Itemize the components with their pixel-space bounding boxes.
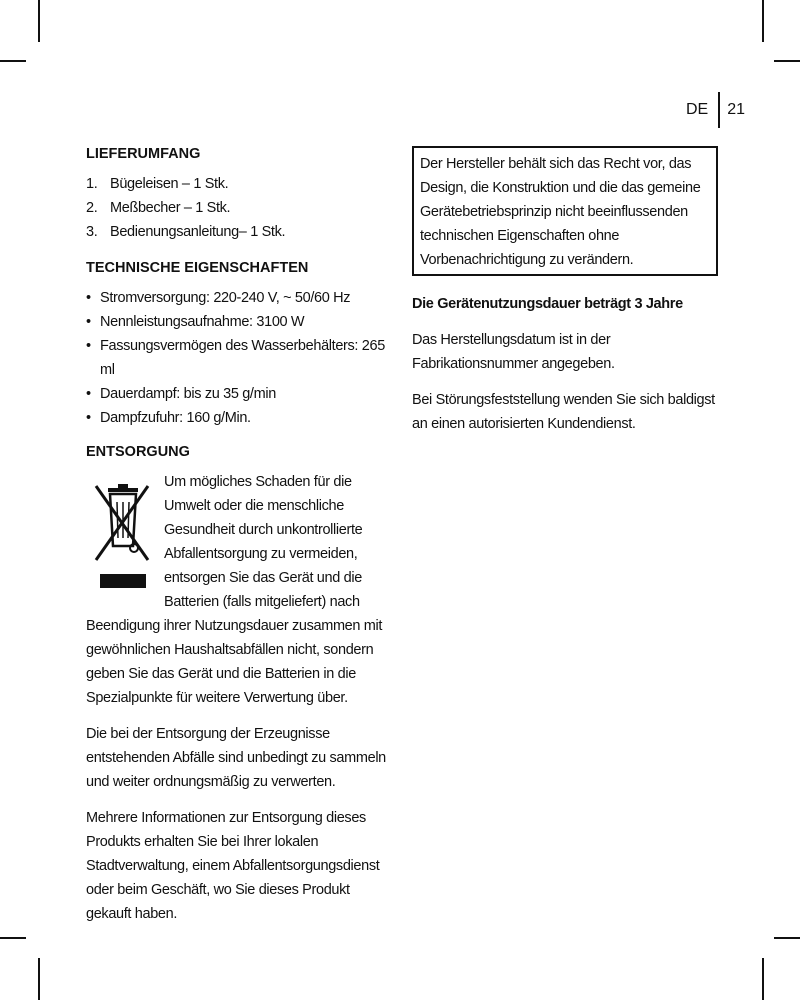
page-header	[686, 92, 745, 128]
list-item	[86, 196, 388, 220]
manufacturer-notice-box	[412, 146, 718, 276]
list-item	[86, 310, 388, 334]
list-item	[86, 220, 388, 244]
disposal-heading: ENTSORGUNG	[86, 444, 190, 460]
page-number: 21	[727, 101, 746, 118]
list-item	[86, 406, 388, 430]
lifetime-heading: Die Gerätenutzungsdauer beträgt 3 Jahre	[412, 296, 683, 312]
crop-mark	[774, 937, 800, 939]
item-text: Nennleistungsaufnahme: 3100 W	[100, 314, 305, 330]
item-number: 3.	[86, 224, 98, 240]
disposal-section	[86, 470, 388, 710]
language-code: DE	[686, 101, 709, 118]
info-paragraph: Das Herstellungsdatum ist in der Fabrikationsnummer angegeben.	[412, 332, 615, 372]
bullet: •	[86, 338, 91, 354]
disposal-paragraph: Die bei der Entsorgung der Erzeugnisse entstehenden Abfälle sind unbedingt zu sammeln und weiter ordnungsmäßig zu verwerten.	[86, 726, 386, 790]
bullet: •	[86, 386, 91, 402]
list-item	[86, 286, 388, 310]
crop-mark	[0, 60, 26, 62]
crop-mark	[762, 958, 764, 1000]
item-text: Bügeleisen – 1 Stk.	[110, 176, 229, 192]
item-text: Stromversorgung: 220-240 V, ~ 50/60 Hz	[100, 290, 351, 306]
disposal-paragraph: Mehrere Informationen zur Entsorgung dieses Produkts erhalten Sie bei Ihrer lokalen Stadtverwaltung, einem Abfallentsorgungsdienst oder beim Geschäft, wo Sie dieses Produkt gekauft haben.	[86, 810, 380, 922]
list-item	[86, 334, 388, 382]
crossed-out-wheelie-bin-icon	[90, 476, 154, 594]
item-number: 2.	[86, 200, 98, 216]
crop-mark	[774, 60, 800, 62]
right-column	[412, 146, 718, 448]
crop-mark	[38, 958, 40, 1000]
list-item	[86, 382, 388, 406]
specs-list	[86, 286, 388, 430]
notice-text: Der Hersteller behält sich das Recht vor, das Design, die Konstruktion und die das gemeine Gerätebetriebsprinzip nicht beeinflussenden technischen Eigenschaften ohne Vorbenachrichtigung zu verändern.	[420, 156, 701, 268]
item-text: Meßbecher – 1 Stk.	[110, 200, 231, 216]
scope-list	[86, 172, 388, 244]
crop-mark	[762, 0, 764, 42]
bullet: •	[86, 410, 91, 426]
item-number: 1.	[86, 176, 98, 192]
crop-mark	[0, 937, 26, 939]
list-item	[86, 172, 388, 196]
crop-mark	[38, 0, 40, 42]
info-paragraph: Bei Störungsfeststellung wenden Sie sich baldigst an einen autorisierten Kundendienst.	[412, 392, 715, 432]
specs-heading: TECHNISCHE EIGENSCHAFTEN	[86, 260, 309, 276]
bullet: •	[86, 314, 91, 330]
disposal-paragraph: Um mögliches Schaden für die Umwelt oder die menschliche Gesundheit durch unkontrollierte Abfallentsorgung zu vermeiden, entsorgen Sie das Gerät und die Batterien (falls mitgeliefert) nach Beendigung ihrer Nutzungsdauer zusammen mit gewöhnlichen Haushaltsabfällen nicht, sondern geben Sie das Gerät und die Batterien in die Spezialpunkte für weitere Verwertung über.	[86, 474, 383, 706]
item-text: Bedienungsanleitung– 1 Stk.	[110, 224, 286, 240]
item-text: Fassungsvermögen des Wasserbehälters: 265 ml	[100, 338, 385, 378]
scope-heading: LIEFERUMFANG	[86, 146, 201, 162]
left-column	[86, 142, 388, 938]
item-text: Dauerdampf: bis zu 35 g/min	[100, 386, 276, 402]
item-text: Dampfzufuhr: 160 g/Min.	[100, 410, 251, 426]
bullet: •	[86, 290, 91, 306]
